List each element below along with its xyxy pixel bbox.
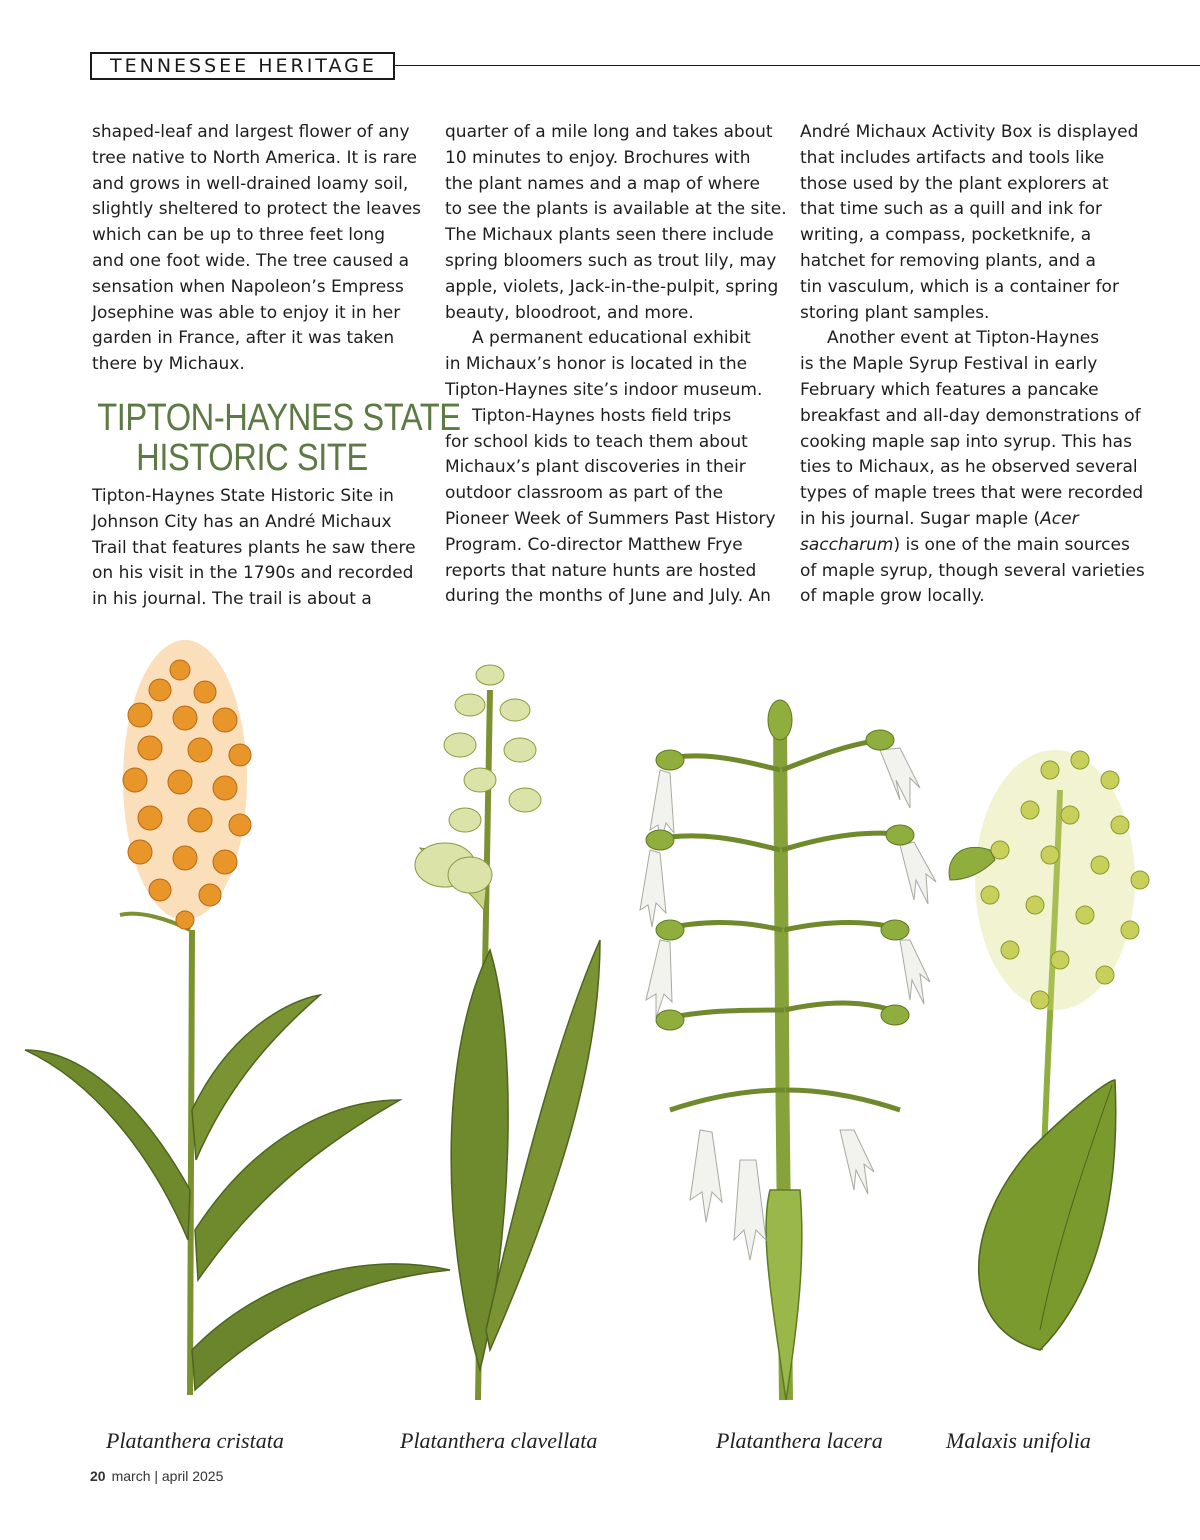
text-line: Josephine was able to enjoy it in her <box>92 302 401 323</box>
text-line: outdoor classroom as part of the <box>445 483 724 504</box>
text-run: ) is one of the main sources <box>893 534 1130 555</box>
text-column-2 <box>445 120 790 610</box>
issue-date: march | april 2025 <box>111 1468 224 1484</box>
text-line: sensation when Napoleon’s Empress <box>92 276 404 297</box>
text-line: shaped-leaf and largest flower of any <box>92 122 410 142</box>
page-folio <box>90 1468 223 1484</box>
text-line: of maple grow locally. <box>800 586 985 607</box>
platanthera-clavellata-illustration <box>415 665 600 1400</box>
platanthera-cristata-illustration <box>25 640 450 1395</box>
page-number: 20 <box>90 1468 106 1484</box>
caption-platanthera-lacera: Platanthera lacera <box>716 1428 883 1453</box>
italic-run: saccharum <box>800 534 894 555</box>
text-line: Johnson City has an André Michaux <box>92 511 392 532</box>
text-line: spring bloomers such as trout lily, may <box>445 250 777 271</box>
column2-paragraph-2 <box>445 326 790 403</box>
text-line: garden in France, after it was taken <box>92 328 395 349</box>
text-line-sugar-maple-2 <box>800 533 1145 559</box>
heading-line-2: HISTORIC SITE <box>136 436 368 479</box>
column2-paragraph-1 <box>445 120 790 326</box>
column3-paragraph-2 <box>800 326 1145 610</box>
heading-line-1: TIPTON-HAYNES STATE <box>97 396 461 439</box>
caption-platanthera-cristata: Platanthera cristata <box>106 1428 284 1453</box>
text-line: and grows in well-drained loamy soil, <box>92 173 409 194</box>
text-line: and one foot wide. The tree caused a <box>92 250 410 271</box>
text-line: writing, a compass, pocketknife, a <box>800 225 1092 246</box>
text-line: Pioneer Week of Summers Past History <box>445 508 776 529</box>
text-line: to see the plants is available at the site. <box>445 199 787 220</box>
botanical-plates <box>0 630 1200 1430</box>
column3-paragraph-1 <box>800 120 1145 326</box>
text-run: Sugar maple ( <box>919 508 1041 529</box>
text-line: André Michaux Activity Box is displayed <box>800 122 1139 142</box>
text-line: tin vasculum, which is a container for <box>800 276 1119 297</box>
text-run: in his journal. <box>800 508 915 529</box>
section-heading <box>97 396 461 479</box>
text-line: of maple syrup, though several varieties <box>800 560 1145 581</box>
text-line: those used by the plant explorers at <box>800 173 1109 194</box>
text-line: The Michaux plants seen there include <box>445 225 774 246</box>
text-line: hatchet for removing plants, and a <box>800 250 1096 271</box>
text-line: ties to Michaux, as he observed several <box>800 457 1138 478</box>
platanthera-lacera-illustration <box>640 700 936 1400</box>
text-line: for school kids to teach them about <box>445 431 748 452</box>
column2-paragraph-3 <box>445 404 790 610</box>
text-line: cooking maple sap into syrup. This has <box>800 431 1132 452</box>
column1-paragraph-b <box>92 484 437 613</box>
text-line: in his journal. The trail is about a <box>92 589 372 610</box>
text-line: reports that nature hunts are hosted <box>445 560 757 581</box>
text-line: on his visit in the 1790s and recorded <box>92 563 414 584</box>
text-line: slightly sheltered to protect the leaves <box>92 199 422 220</box>
text-line: A permanent educational exhibit <box>472 328 751 349</box>
text-line: Another event at Tipton-Haynes <box>827 328 1100 349</box>
section-rule <box>395 65 1200 66</box>
text-line: Tipton-Haynes site’s indoor museum. <box>445 379 763 400</box>
text-line: beauty, bloodroot, and more. <box>445 302 694 323</box>
text-line: tree native to North America. It is rare <box>92 147 418 168</box>
text-line: Tipton-Haynes State Historic Site in <box>92 485 394 506</box>
text-line: February which features a pancake <box>800 379 1099 400</box>
text-line: the plant names and a map of where <box>445 173 760 194</box>
text-line: that time such as a quill and ink for <box>800 199 1103 220</box>
italic-run: Acer <box>1040 508 1079 529</box>
text-line: in Michaux’s honor is located in the <box>445 354 748 375</box>
malaxis-unifolia-illustration <box>949 750 1149 1350</box>
text-line: 10 minutes to enjoy. Brochures with <box>445 147 751 168</box>
text-line: types of maple trees that were recorded <box>800 483 1144 504</box>
column1-paragraph-a <box>92 120 437 378</box>
text-line: during the months of June and July. An <box>445 586 771 607</box>
text-line-sugar-maple <box>800 507 1145 533</box>
text-line: Trail that features plants he saw there <box>92 537 416 558</box>
text-line: Program. Co-director Matthew Frye <box>445 534 743 555</box>
text-line: storing plant samples. <box>800 302 990 323</box>
text-column-1 <box>92 120 461 613</box>
text-column-3 <box>800 120 1145 610</box>
text-line: that includes artifacts and tools like <box>800 147 1105 168</box>
text-line: apple, violets, Jack-in-the-pulpit, spring <box>445 276 779 297</box>
section-label: TENNESSEE HERITAGE <box>90 52 395 80</box>
text-line: Tipton-Haynes hosts field trips <box>472 405 732 426</box>
text-line: is the Maple Syrup Festival in early <box>800 354 1098 375</box>
text-line: there by Michaux. <box>92 354 245 375</box>
text-line: breakfast and all-day demonstrations of <box>800 405 1141 426</box>
text-line: Michaux’s plant discoveries in their <box>445 457 746 478</box>
text-line: which can be up to three feet long <box>92 225 386 246</box>
text-line: quarter of a mile long and takes about <box>445 122 773 142</box>
caption-malaxis-unifolia: Malaxis unifolia <box>946 1428 1091 1453</box>
caption-platanthera-clavellata: Platanthera clavellata <box>400 1428 598 1453</box>
